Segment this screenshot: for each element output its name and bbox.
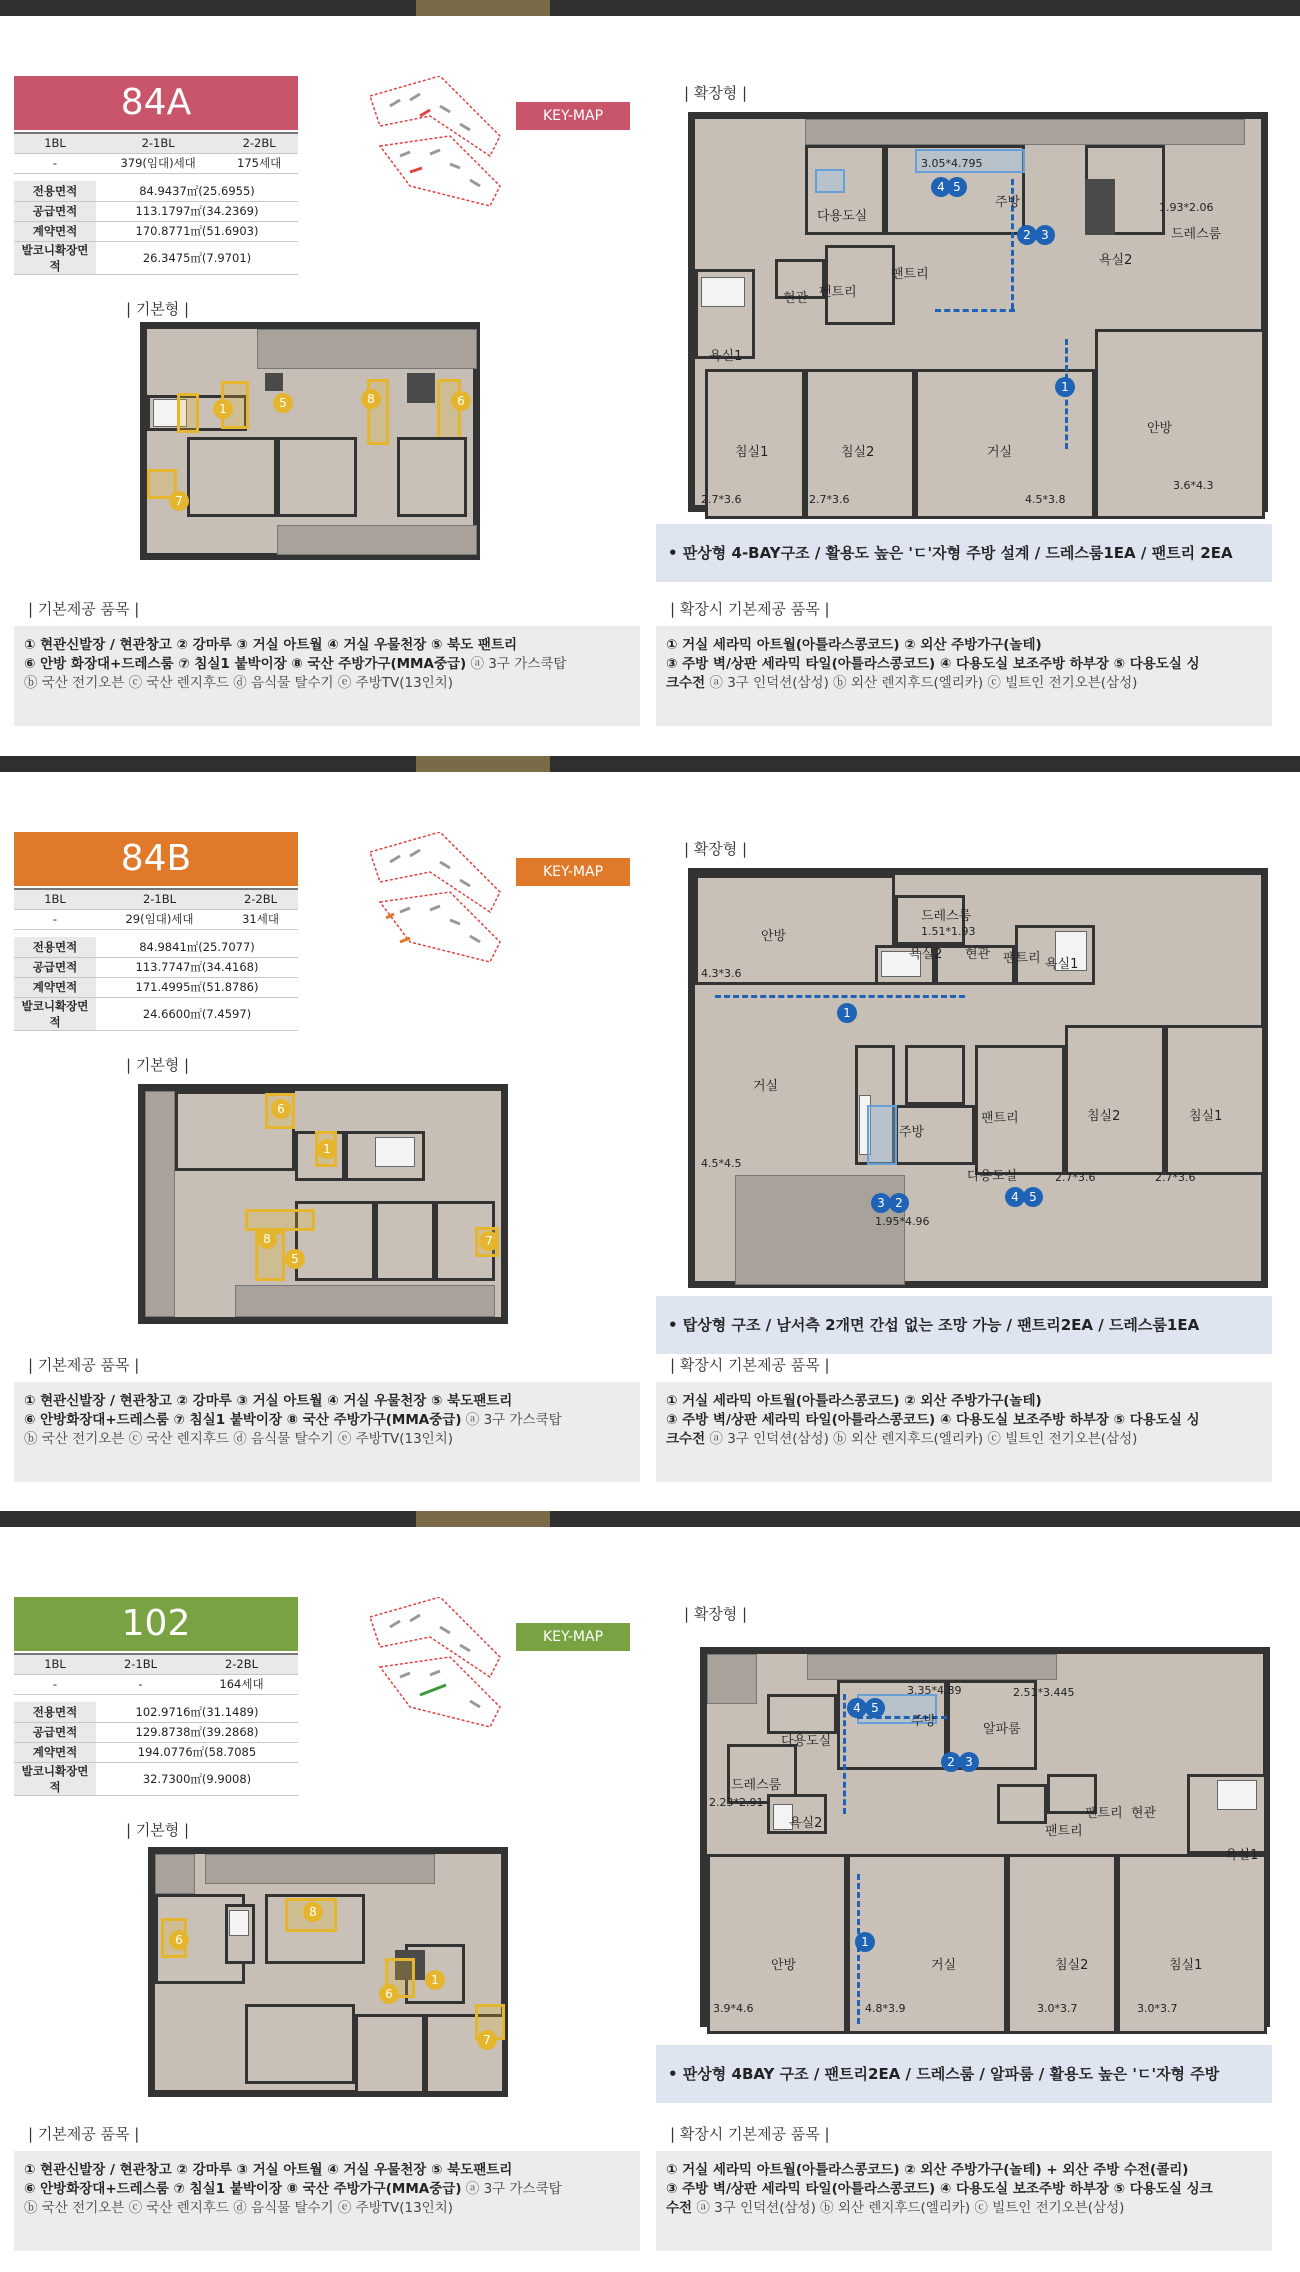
extended-type-label: | 확장형 | [684,1605,748,1623]
feature-note: • 판상형 4BAY 구조 / 팬트리2EA / 드레스룸 / 알파룸 / 활용도 높은 'ㄷ'자형 주방 [656,2045,1272,2103]
unit-title: 84A [14,76,298,130]
room-label: 침실2 [1087,1109,1121,1124]
spec-units: 379(임대)세대 [96,153,220,173]
spec-label: 공급면적 [14,201,96,221]
dimension: 3.0*3.7 [1037,2002,1078,2015]
spec-units: 31세대 [223,909,298,929]
basic-marker: 7 [169,491,189,511]
spec-label: 공급면적 [14,1722,96,1742]
extended-marker: 1 [1055,377,1075,397]
dimension: 3.0*3.7 [1137,2002,1178,2015]
room-label: 팬트리 [1003,951,1041,966]
extended-marker: 1 [837,1003,857,1023]
extended-marker: 5 [865,1698,885,1718]
basic-floor-plan [148,1847,508,2097]
spec-label: 공급면적 [14,957,96,977]
basic-items-box [14,626,640,726]
unit-section-84a [0,16,1300,761]
room-label: 드레스룸 [731,1778,782,1793]
dimension: 2.7*3.6 [1055,1171,1096,1184]
spec-header: 1BL [14,889,96,909]
room-label: 팬트리 [891,267,929,282]
basic-marker: 6 [451,391,471,411]
room-label: 침실2 [1055,1958,1089,1973]
room-label: 침실2 [841,445,875,460]
room-label: 알파룸 [983,1722,1021,1737]
spec-units: - [14,909,96,929]
spec-units: - [14,153,96,173]
basic-marker: 6 [379,1984,399,2004]
item-line: ⓐ 3구 가스쿡탑 [461,1412,562,1428]
spec-value: 84.9841㎡(25.7077) [96,937,298,957]
spec-value: 194.0776㎡(58.7085 [96,1742,298,1762]
spec-label: 발코니확장면적 [14,997,96,1030]
extended-marker: 3 [1035,225,1055,245]
basic-items-box [14,2151,640,2251]
unit-title: 102 [14,1597,298,1651]
unit-section-84b [0,772,1300,1517]
room-label: 팬트리 [981,1111,1019,1126]
basic-marker: 6 [271,1099,291,1119]
dimension: 3.35*4.89 [907,1684,962,1697]
room-label: 침실1 [1169,1958,1203,1973]
keymap-badge: KEY-MAP [516,1623,630,1651]
room-label: 현관 [965,947,991,962]
extended-marker: 4 [847,1698,867,1718]
dimension: 2.51*3.445 [1013,1686,1075,1699]
spec-value: 170.8771㎡(51.6903) [96,221,298,241]
item-line: ③ 주방 벽/상판 세라믹 타일(아틀라스콩코드) ④ 다용도실 보조주방 하부장 ⑤ 다용도실 싱 [666,1412,1200,1428]
extended-floor-plan [688,112,1268,512]
dimension: 4.8*3.9 [865,2002,906,2015]
dimension: 4.3*3.6 [701,967,742,980]
item-line: ⓐ 3구 인덕션(삼성) ⓑ 외산 렌지후드(엘리카) ⓒ 빌트인 전기오븐(삼성) [705,1431,1138,1447]
spec-units: 29(임대)세대 [96,909,223,929]
room-label: 다용도실 [781,1734,832,1749]
item-line: ⓑ 국산 전기오븐 ⓒ 국산 렌지후드 ⓓ 음식물 탈수기 ⓔ 주방TV(13인치) [24,2200,454,2216]
room-label: 욕실2 [789,1816,823,1831]
basic-marker: 6 [169,1930,189,1950]
item-line: ① 거실 세라믹 아트월(아틀라스콩코드) ② 외산 주방가구(놀테) + 외산 주방 수전(콜리) [666,2162,1189,2178]
room-label: 욕실1 [709,349,743,364]
extended-marker: 3 [959,1752,979,1772]
dimension: 4.5*4.5 [701,1157,742,1170]
basic-marker: 5 [285,1249,305,1269]
room-label: 팬트리 [1085,1806,1123,1821]
site-keymap-image [350,76,510,216]
dimension: 1.95*4.96 [875,1215,930,1228]
basic-marker: 8 [361,389,381,409]
room-label: 주방 [899,1125,925,1140]
spec-value: 171.4995㎡(51.8786) [96,977,298,997]
basic-marker: 8 [257,1229,277,1249]
spec-table [14,888,298,1031]
spec-header: 1BL [14,1654,96,1674]
room-label: 드레스룸 [921,909,972,924]
room-label: 주방 [911,1714,937,1729]
room-label: 현관 [1131,1806,1157,1821]
extended-marker: 2 [1017,225,1037,245]
extended-type-label: | 확장형 | [684,840,748,858]
item-line: ⓑ 국산 전기오븐 ⓒ 국산 렌지후드 ⓓ 음식물 탈수기 ⓔ 주방TV(13인치) [24,1431,454,1447]
spec-units: - [14,1674,96,1694]
spec-value: 113.1797㎡(34.2369) [96,201,298,221]
spec-value: 102.9716㎡(31.1489) [96,1702,298,1722]
item-line: ① 거실 세라믹 아트월(아틀라스콩코드) ② 외산 주방가구(놀테) [666,1393,1042,1409]
item-line: 크수전 [666,1431,706,1447]
room-label: 안방 [1147,421,1173,436]
spec-label: 계약면적 [14,221,96,241]
extended-type-label: | 확장형 | [684,84,748,102]
room-label: 다용도실 [817,209,868,224]
item-line: ③ 주방 벽/상판 세라믹 타일(아틀라스콩코드) ④ 다용도실 보조주방 하부장 ⑤ 다용도실 싱 [666,656,1200,672]
room-label: 드레스룸 [1171,227,1222,242]
spec-label: 발코니확장면적 [14,241,96,274]
room-label: 거실 [987,445,1013,460]
room-label: 안방 [761,929,787,944]
extended-marker: 5 [1023,1187,1043,1207]
item-line: ⓑ 국산 전기오븐 ⓒ 국산 렌지후드 ⓓ 음식물 탈수기 ⓔ 주방TV(13인치) [24,675,454,691]
dimension: 3.6*4.3 [1173,479,1214,492]
item-line: ① 현관신발장 / 현관창고 ② 강마루 ③ 거실 아트월 ④ 거실 우물천장 ⑤ 북도 팬트리 [24,637,518,653]
basic-marker: 7 [477,2030,497,2050]
basic-type-label: | 기본형 | [126,1056,190,1074]
room-label: 다용도실 [967,1169,1018,1184]
spec-value: 84.9437㎡(25.6955) [96,181,298,201]
extended-marker: 2 [889,1193,909,1213]
basic-items-label: | 기본제공 품목 | [28,2125,140,2143]
basic-type-label: | 기본형 | [126,300,190,318]
item-line: ⓐ 3구 인덕션(삼성) ⓑ 외산 렌지후드(엘리카) ⓒ 빌트인 전기오븐(삼성) [692,2200,1125,2216]
spec-value: 113.7747㎡(34.4168) [96,957,298,977]
spec-label: 계약면적 [14,977,96,997]
room-label: 욕실1 [1045,957,1079,972]
spec-label: 계약면적 [14,1742,96,1762]
extended-marker: 1 [855,1932,875,1952]
item-line: ⑥ 안방화장대+드레스룸 ⑦ 침실1 붙박이장 ⑧ 국산 주방가구(MMA중급) [24,1412,462,1428]
item-line: ⓐ 3구 가스쿡탑 [466,656,567,672]
room-label: 팬트리 [1045,1824,1083,1839]
spec-header: 2-2BL [223,889,298,909]
room-label: 거실 [753,1079,779,1094]
spec-table [14,1653,298,1796]
basic-items-label: | 기본제공 품목 | [28,600,140,618]
dimension: 2.7*3.6 [701,493,742,506]
spec-header: 1BL [14,133,96,153]
spec-label: 발코니확장면적 [14,1762,96,1795]
spec-label: 전용면적 [14,937,96,957]
spec-header: 2-1BL [96,1654,185,1674]
extended-items-label: | 확장시 기본제공 품목 | [670,1356,830,1374]
room-label: 안방 [771,1958,797,1973]
basic-floor-plan [138,1084,508,1324]
room-label: 침실1 [1189,1109,1223,1124]
room-label: 욕실2 [1099,253,1133,268]
spec-header: 2-2BL [220,133,298,153]
basic-marker: 1 [213,399,233,419]
extended-marker: 4 [1005,1187,1025,1207]
basic-items-label: | 기본제공 품목 | [28,1356,140,1374]
dimension: 2.7*3.6 [1155,1171,1196,1184]
keymap-badge: KEY-MAP [516,102,630,130]
room-label: 주방 [995,195,1021,210]
spec-header: 2-2BL [185,1654,298,1674]
spec-units: 175세대 [220,153,298,173]
extended-items-box [656,626,1272,726]
spec-label: 전용면적 [14,1702,96,1722]
item-line: ⑥ 안방화장대+드레스룸 ⑦ 침실1 붙박이장 ⑧ 국산 주방가구(MMA중급) [24,2181,462,2197]
spec-value: 129.8738㎡(39.2868) [96,1722,298,1742]
spec-header: 2-1BL [96,889,223,909]
basic-floor-plan [140,322,480,560]
item-line: 크수전 [666,675,706,691]
room-label: 욕실1 [1225,1848,1259,1863]
extended-marker: 3 [871,1193,891,1213]
dimension: 2.23*2.91 [709,1796,764,1809]
extended-floor-plan [688,868,1268,1288]
spec-table [14,132,298,275]
dimension: 4.5*3.8 [1025,493,1066,506]
extended-items-box [656,2151,1272,2251]
room-label: 거실 [931,1958,957,1973]
basic-type-label: | 기본형 | [126,1821,190,1839]
spec-header: 2-1BL [96,133,220,153]
spec-units: - [96,1674,185,1694]
keymap-badge: KEY-MAP [516,858,630,886]
basic-items-box [14,1382,640,1482]
basic-marker: 8 [303,1902,323,1922]
site-keymap-image [350,1597,510,1737]
item-line: 수전 [666,2200,693,2216]
extended-floor-plan [700,1647,1270,2027]
top-bar [0,0,1300,16]
room-label: 팬트리 [819,285,857,300]
item-line: ⓐ 3구 가스쿡탑 [461,2181,562,2197]
spec-units: 164세대 [185,1674,298,1694]
extended-items-label: | 확장시 기본제공 품목 | [670,600,830,618]
room-label: 욕실2 [909,947,943,962]
room-label: 현관 [783,291,809,306]
dimension: 1.51*1.93 [921,925,976,938]
basic-marker: 7 [479,1231,499,1251]
basic-marker: 5 [273,393,293,413]
dimension: 3.9*4.6 [713,2002,754,2015]
item-line: ⑥ 안방 화장대+드레스룸 ⑦ 침실1 붙박이장 ⑧ 국산 주방가구(MMA중급) [24,656,467,672]
item-line: ① 현관신발장 / 현관창고 ② 강마루 ③ 거실 아트월 ④ 거실 우물천장 ⑤ 북도팬트리 [24,2162,513,2178]
spec-value: 26.3475㎡(7.9701) [96,241,298,274]
dimension: 3.05*4.795 [921,157,983,170]
unit-title: 84B [14,832,298,886]
site-keymap-image [350,832,510,972]
basic-marker: 1 [425,1970,445,1990]
unit-section-102 [0,1527,1300,2272]
extended-items-label: | 확장시 기본제공 품목 | [670,2125,830,2143]
extended-items-box [656,1382,1272,1482]
dimension: 1.93*2.06 [1159,201,1214,214]
basic-marker: 1 [317,1139,337,1159]
feature-note: • 판상형 4-BAY구조 / 활용도 높은 'ㄷ'자형 주방 설계 / 드레스룸1EA / 팬트리 2EA [656,524,1272,582]
room-label: 침실1 [735,445,769,460]
extended-marker: 2 [941,1752,961,1772]
spec-label: 전용면적 [14,181,96,201]
item-line: ⓐ 3구 인덕션(삼성) ⓑ 외산 렌지후드(엘리카) ⓒ 빌트인 전기오븐(삼성) [705,675,1138,691]
extended-marker: 5 [947,177,967,197]
feature-note: • 탑상형 구조 / 남서측 2개면 간섭 없는 조망 가능 / 팬트리2EA / 드레스룸1EA [656,1296,1272,1354]
spec-value: 24.6600㎡(7.4597) [96,997,298,1030]
item-line: ① 거실 세라믹 아트월(아틀라스콩코드) ② 외산 주방가구(놀테) [666,637,1042,653]
item-line: ③ 주방 벽/상판 세라믹 타일(아틀라스콩코드) ④ 다용도실 보조주방 하부장 ⑤ 다용도실 싱크 [666,2181,1213,2197]
dimension: 2.7*3.6 [809,493,850,506]
item-line: ① 현관신발장 / 현관창고 ② 강마루 ③ 거실 아트월 ④ 거실 우물천장 ⑤ 북도팬트리 [24,1393,513,1409]
extended-marker: 4 [931,177,951,197]
spec-value: 32.7300㎡(9.9008) [96,1762,298,1795]
